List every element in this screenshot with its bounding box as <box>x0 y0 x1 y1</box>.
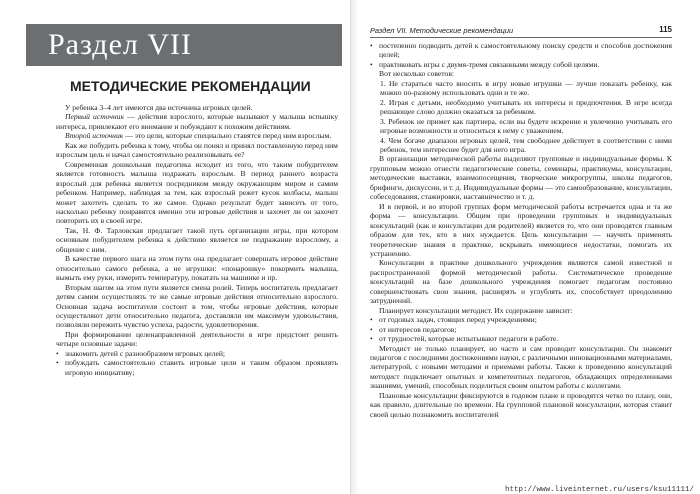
paragraph: Вторым шагом на этом пути является смена ролей. Теперь воспитатель предлагает детям самим осуществлять те же самые игровые действия относительно взрослого. Основная задача воспитателя состоит в том, чтобы игровые действия, которые осуществляют дети относительно педагога, доставляли им максимум удовольствия, позволяли пережить чувство успеха, радости, удовлетворения. <box>56 282 338 330</box>
tip-item: 3. Ребенок не примет как партнера, если вы будете искренне и увлеченно учитывать его игровые возможности и относиться к нему с уважением. <box>380 116 672 136</box>
paragraph <box>56 112 338 131</box>
section-title: Раздел VII <box>48 28 193 61</box>
task-list-continued <box>370 41 672 69</box>
paragraph: Консультации в практике дошкольного учреждения являются самой известной и распространенной формой методической работы. Систематическое проведение консультаций на базе дошкольного учреждения помогает педагогам постоянно совершенствовать свои знания, расширять и углублять их, способствует преодолению затруднений. <box>370 258 672 306</box>
list-item-text: побуждать самостоятельно ставить игровые цели и таким образом проявлять игровую инициативу; <box>65 358 338 377</box>
paragraph: В организации методической работы выделяют групповые и индивидуальные формы. К групповым можно отнести педагогические советы, семинары, практикумы, консультации, методические выставки, взаимопосещения, творческие микрогруппы, школы педагогов, брифинги, дискуссии, и т. д. Индивидуальные формы — это самообразование, консультации, собеседования, стажировки, наставничество и т. д. <box>370 154 672 202</box>
dependency-list <box>370 315 672 343</box>
paragraph-text: — это цели, которые специально ставятся перед ним взрослым. <box>123 131 332 141</box>
page-number: 115 <box>659 25 672 34</box>
paragraph: В качестве первого шага на этом пути она предлагает совершать игровое действие относительно самого ребенка, а не игрушки: «понарошку» покормить малыша, вымыть ему руки, измерить температуру, покатать на машинке и пр. <box>56 254 338 283</box>
list-item: • знакомить детей с разнообразием игровых целей; <box>56 348 226 358</box>
paragraph: У ребенка 3–4 лет имеются два источника игровых целей. <box>65 103 253 112</box>
running-header <box>370 26 672 38</box>
list-item-text: от интересов педагогов; <box>379 324 457 334</box>
list-item: • практиковать игры с двумя-тремя связанными между собой целями. <box>370 59 600 69</box>
chapter-heading: МЕТОДИЧЕСКИЕ РЕКОМЕНДАЦИИ <box>70 78 311 94</box>
paragraph: Плановые консультации фиксируются в годовом плане и проводятся четко по плану, они, как правило, длительные по времени. На групповой плановой консультации, которая ставит своей целью познакомить воспитателей <box>370 390 672 419</box>
tips-list <box>370 79 672 155</box>
paragraph: Методист не только планирует, но часто и сам проводит консультации. Он знакомит педагогов с последними достижениями науки, с различными инновационными материалами, литературой, с новыми методами и приемами работы. Также к проведению консультаций методист подключает опытных и компетентных педагогов, обладающих определенными знаниями, умений, способных поделиться своим опытом работы с коллегами. <box>370 343 672 391</box>
list-item-text: от трудностей, которые испытывают педагоги в работе. <box>379 334 559 344</box>
tip-item: 1. Не стараться часто вносить в игру новые игрушки — лучше показать ребенку, как можно по-разному использовать одни и те же. <box>380 78 672 98</box>
list-item-text: знакомить детей с разнообразием игровых целей; <box>65 348 226 358</box>
list-item-text: практиковать игры с двумя-тремя связанными между собой целями. <box>379 59 600 69</box>
left-body-text <box>56 103 338 377</box>
paragraph: Так, Н. Ф. Тарловская предлагает такой путь организации игры, при котором основным побудителем ребенка к действию является не подражание взрослому, а общение с ним. <box>56 225 338 254</box>
term-first-source: Первый источник <box>65 112 125 122</box>
paragraph: Вот несколько советов: <box>379 69 455 79</box>
list-item-text: постепенно подводить детей к самостоятельному поиску средств и способов достижения целей; <box>379 41 672 60</box>
paragraph <box>56 131 338 140</box>
paragraph: И в первой, и во второй группах форм методической работы встречается одна и та же форма — консультации. Общим при проведении групповых и индивидуальных консультаций (как и консультации для родителей) является то, что они проводятся главным образом для тех, кто в них нуждается. Цель консультации — научить применять теоретические знания в практике, вскрывать имеющиеся недостатки, помогать их устранению. <box>370 201 672 258</box>
list-item: • от интересов педагогов; <box>370 324 457 334</box>
term-second-source: Второй источник <box>65 131 124 141</box>
paragraph-text: — действия взрослого, которые вызывают у малыша вспышку интереса, привлекают его внимание и побуждают к похожим действиям. <box>56 112 338 131</box>
list-item: • постепенно подводить детей к самостоятельному поиску средств и способов достижения целей; <box>370 41 672 60</box>
right-body-text <box>370 41 672 419</box>
paragraph: Планирует консультации методист. Их содержание зависит: <box>379 305 573 315</box>
list-item: • от трудностей, которые испытывают педагоги в работе. <box>370 334 559 344</box>
list-item-text: от годовых задач, стоящих перед учреждениями; <box>379 315 537 325</box>
paragraph: При формировании целенаправленной деятельности в игре предстоит решить четыре основные задачи: <box>56 329 338 349</box>
paragraph: Современная дошкольная педагогика исходит из того, что таким побудителем является готовность малыша подражать взрослым. В период раннего возраста взрослый для ребенка является посредником между окружающим миром и самим ребенком. Например, наблюдая за тем, как взрослый режет кусок колбасы, малыш может захотеть сделать то же самое. Однако результат будет зависеть от того, насколько ребенку понравятся именно эти игровые действия и захочет ли он захочет повторить их в своей игре. <box>56 159 338 226</box>
tip-item: 4. Чем богаче диапазон игровых целей, тем свободнее действует в соответствии с ними ребенок, тем интереснее будет для него игра. <box>380 135 672 154</box>
running-head-title: Раздел VII. Методические рекомендации <box>370 26 514 35</box>
task-list <box>56 349 338 377</box>
list-item: • побуждать самостоятельно ставить игровые цели и таким образом проявлять игровую инициативу; <box>56 358 338 377</box>
paragraph: Как же побудить ребенка к тому, чтобы он понял и принял поставленную перед ним взрослым цель и начал самостоятельно реализовывать ее? <box>56 140 338 160</box>
watermark-url <box>0 486 700 494</box>
tip-item: 2. Играя с детьми, необходимо учитывать их интересы и предпочтения. В игре всегда решающее слово должно оказаться за ребенком. <box>380 97 672 117</box>
watermark-text: http://www.liveinternet.ru/users/ksu11111/ <box>504 486 694 494</box>
list-item: • от годовых задач, стоящих перед учреждениями; <box>370 315 537 325</box>
